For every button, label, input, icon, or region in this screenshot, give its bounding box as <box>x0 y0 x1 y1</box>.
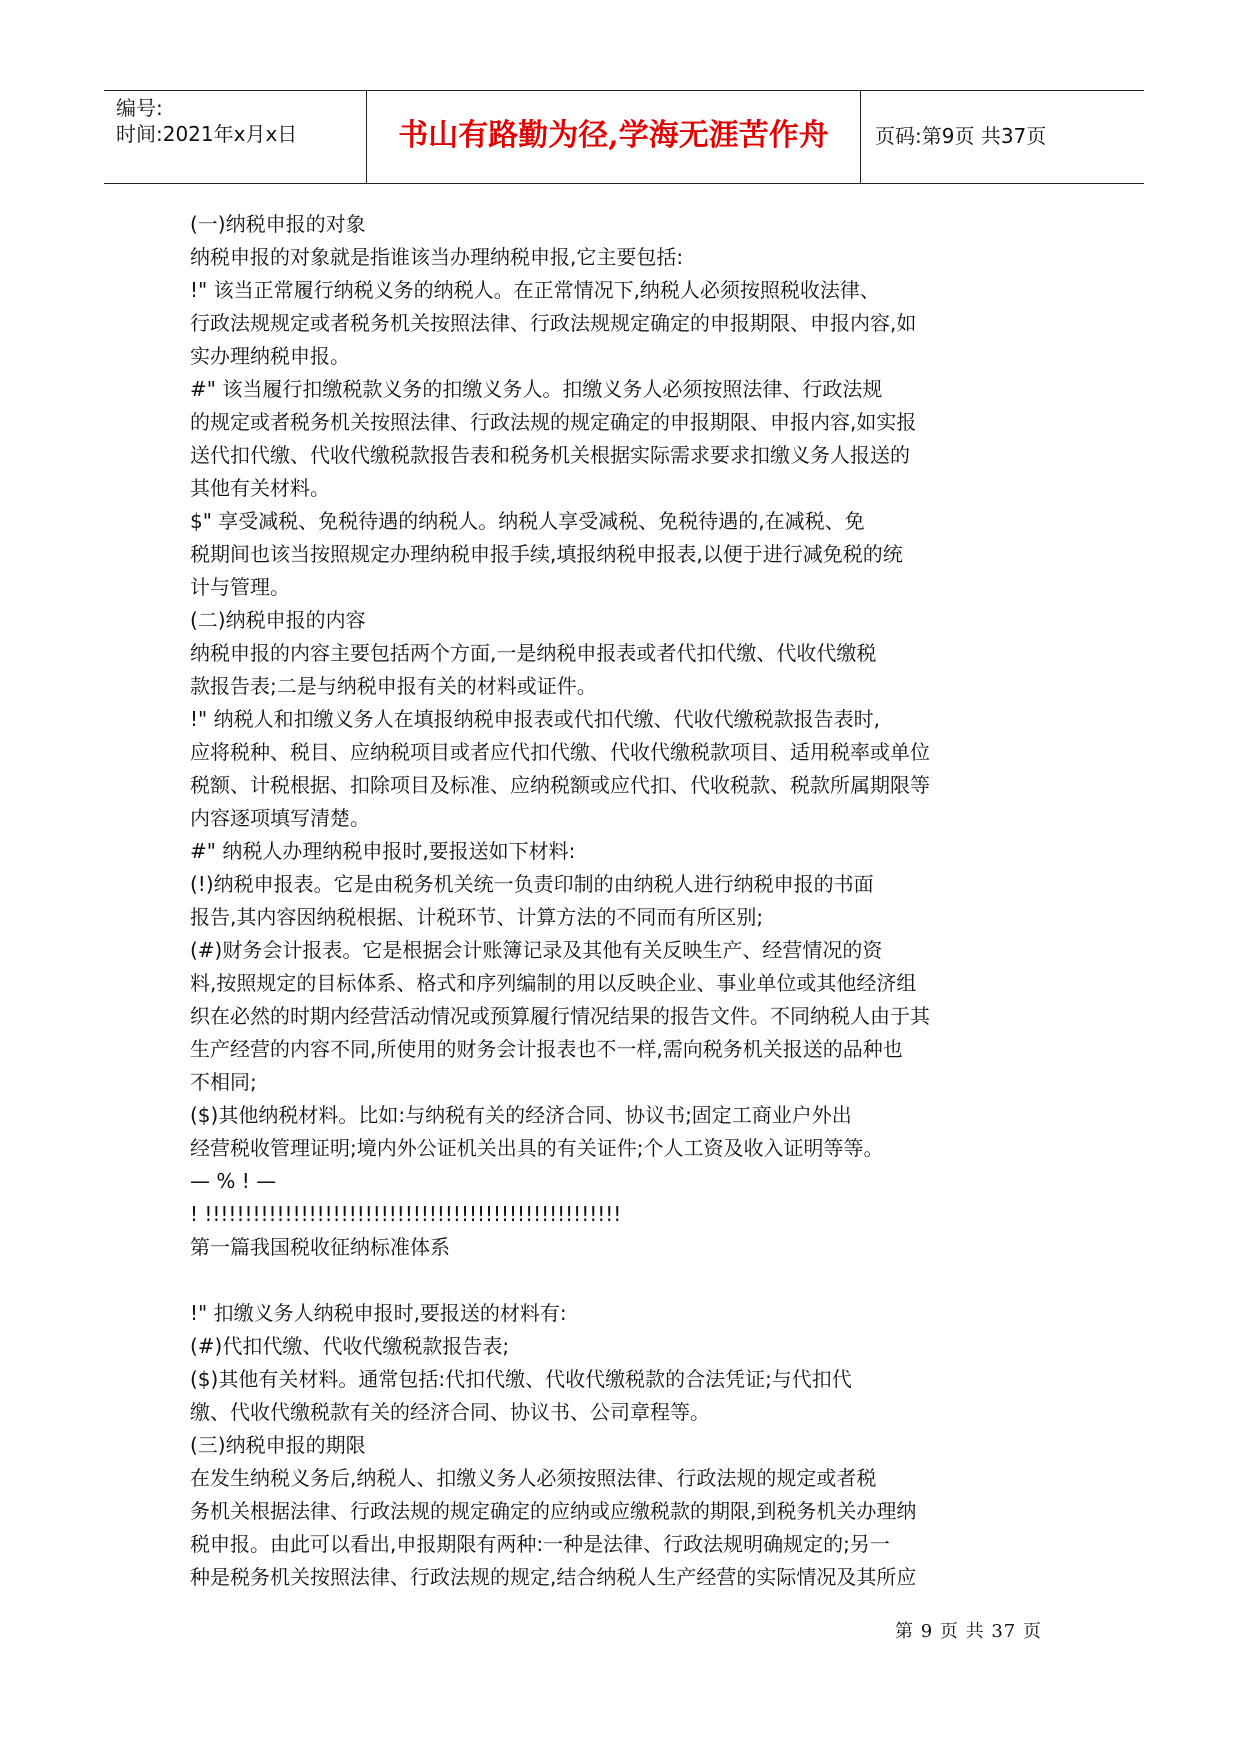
document-number-label: 编号: <box>116 96 163 120</box>
body-line: (三)纳税申报的期限 <box>190 1433 366 1457</box>
header-slogan-cell <box>367 91 861 183</box>
body-line: #" 该当履行扣缴税款义务的扣缴义务人。扣缴义务人必须按照法律、行政法规 <box>190 377 883 401</box>
body-line: 织在必然的时期内经营活动情况或预算履行情况结果的报告文件。不同纳税人由于其 <box>190 1004 930 1028</box>
body-line: 行政法规规定或者税务机关按照法律、行政法规规定确定的申报期限、申报内容,如 <box>190 311 917 335</box>
body-line: 应将税种、税目、应纳税项目或者应代扣代缴、代收代缴税款项目、适用税率或单位 <box>190 740 930 764</box>
body-line: 种是税务机关按照法律、行政法规的规定,结合纳税人生产经营的实际情况及其所应 <box>190 1565 917 1589</box>
body-line: 税额、计税根据、扣除项目及标准、应纳税额或应代扣、代收税款、税款所属期限等 <box>190 773 930 797</box>
document-body <box>190 208 1110 1594</box>
body-line: (二)纳税申报的内容 <box>190 608 366 632</box>
body-line: !" 扣缴义务人纳税申报时,要报送的材料有: <box>190 1301 567 1325</box>
body-line: 纳税申报的对象就是指谁该当办理纳税申报,它主要包括: <box>190 245 684 269</box>
body-line: (一)纳税申报的对象 <box>190 212 366 236</box>
body-line: 缴、代收代缴税款有关的经济合同、协议书、公司章程等。 <box>190 1400 710 1424</box>
body-line: ! !!!!!!!!!!!!!!!!!!!!!!!!!!!!!!!!!!!!!!!!!!!!!!!!!!!! <box>190 1202 622 1226</box>
header-page-info: 页码:第9页 共37页 <box>875 124 1047 148</box>
body-line: !" 该当正常履行纳税义务的纳税人。在正常情况下,纳税人必须按照税收法律、 <box>190 278 880 302</box>
body-line: #" 纳税人办理纳税申报时,要报送如下材料: <box>190 839 576 863</box>
body-line: 内容逐项填写清楚。 <box>190 806 370 830</box>
body-line: 其他有关材料。 <box>190 476 330 500</box>
body-line: 款报告表;二是与纳税申报有关的材料或证件。 <box>190 674 597 698</box>
body-line: 在发生纳税义务后,纳税人、扣缴义务人必须按照法律、行政法规的规定或者税 <box>190 1466 877 1490</box>
body-line <box>190 1264 1110 1297</box>
body-line: 务机关根据法律、行政法规的规定确定的应纳或应缴税款的期限,到税务机关办理纳 <box>190 1499 917 1523</box>
body-line: 计与管理。 <box>190 575 290 599</box>
body-line: (#)代扣代缴、代收代缴税款报告表; <box>190 1334 510 1358</box>
body-line: (!)纳税申报表。它是由税务机关统一负责印制的由纳税人进行纳税申报的书面 <box>190 872 874 896</box>
header-slogan: 书山有路勤为径,学海无涯苦作舟 <box>398 118 829 153</box>
page-footer: 第 9 页 共 37 页 <box>895 1621 1042 1642</box>
document-time-label: 时间:2021年x月x日 <box>116 122 298 146</box>
body-line: $" 享受减税、免税待遇的纳税人。纳税人享受减税、免税待遇的,在减税、免 <box>190 509 865 533</box>
body-line: 第一篇我国税收征纳标准体系 <box>190 1235 450 1259</box>
body-line: 纳税申报的内容主要包括两个方面,一是纳税申报表或者代扣代缴、代收代缴税 <box>190 641 877 665</box>
header-page-cell <box>861 91 1144 183</box>
body-line: 报告,其内容因纳税根据、计税环节、计算方法的不同而有所区别; <box>190 905 764 929</box>
body-line: ($)其他纳税材料。比如:与纳税有关的经济合同、协议书;固定工商业户外出 <box>190 1103 852 1127</box>
body-line: 实办理纳税申报。 <box>190 344 350 368</box>
body-line: 料,按照规定的目标体系、格式和序列编制的用以反映企业、事业单位或其他经济组 <box>190 971 917 995</box>
body-line: 税申报。由此可以看出,申报期限有两种:一种是法律、行政法规明确规定的;另一 <box>190 1532 890 1556</box>
body-line: 的规定或者税务机关按照法律、行政法规的规定确定的申报期限、申报内容,如实报 <box>190 410 917 434</box>
body-line: 不相同; <box>190 1070 257 1094</box>
body-line: 税期间也该当按照规定办理纳税申报手续,填报纳税申报表,以便于进行减免税的统 <box>190 542 903 566</box>
body-line: 经营税收管理证明;境内外公证机关出具的有关证件;个人工资及收入证明等等。 <box>190 1136 884 1160</box>
body-line: — % ! — <box>190 1169 277 1193</box>
document-header <box>104 90 1144 184</box>
body-line: (#)财务会计报表。它是根据会计账簿记录及其他有关反映生产、经营情况的资 <box>190 938 883 962</box>
body-line: 送代扣代缴、代收代缴税款报告表和税务机关根据实际需求要求扣缴义务人报送的 <box>190 443 910 467</box>
header-meta-cell <box>104 91 367 183</box>
body-line: 生产经营的内容不同,所使用的财务会计报表也不一样,需向税务机关报送的品种也 <box>190 1037 903 1061</box>
body-line: ($)其他有关材料。通常包括:代扣代缴、代收代缴税款的合法凭证;与代扣代 <box>190 1367 852 1391</box>
body-line: !" 纳税人和扣缴义务人在填报纳税申报表或代扣代缴、代收代缴税款报告表时, <box>190 707 880 731</box>
